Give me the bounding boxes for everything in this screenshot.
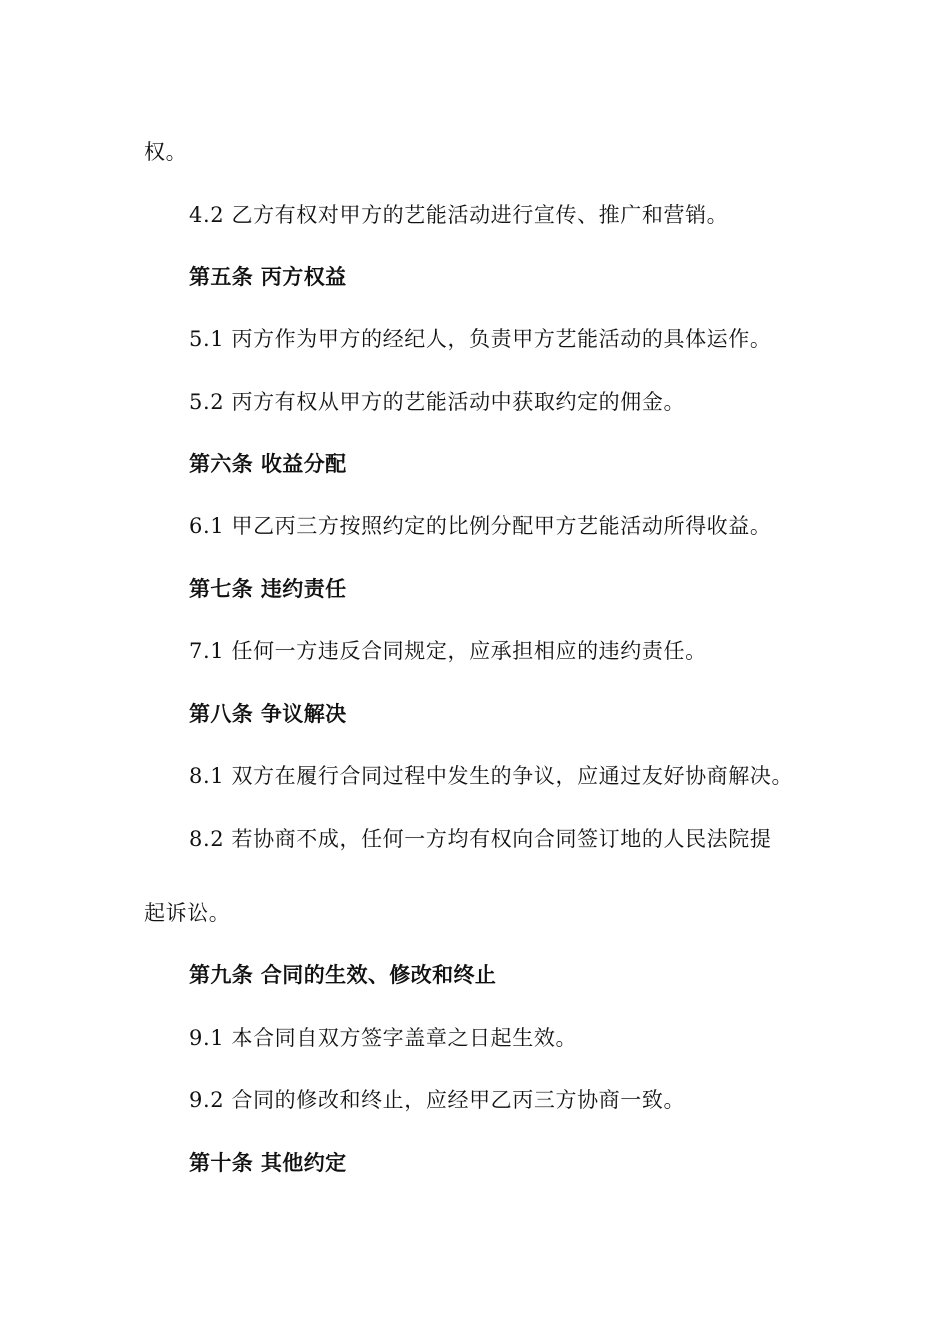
article-8-heading: 第八条 争议解决 [189,702,347,726]
clause-6-1: 6.1 甲乙丙三方按照约定的比例分配甲方艺能活动所得收益。 [189,514,772,538]
clause-9-1: 9.1 本合同自双方签字盖章之日起生效。 [189,1026,578,1050]
article-7-heading: 第七条 违约责任 [189,577,347,601]
article-10-heading: 第十条 其他约定 [189,1151,347,1175]
clause-7-1: 7.1 任何一方违反合同规定，应承担相应的违约责任。 [189,639,707,663]
clause-8-1: 8.1 双方在履行合同过程中发生的争议，应通过友好协商解决。 [189,764,794,788]
article-9-heading: 第九条 合同的生效、修改和终止 [189,963,497,987]
clause-5-2: 5.2 丙方有权从甲方的艺能活动中获取约定的佣金。 [189,390,686,414]
clause-9-2: 9.2 合同的修改和终止，应经甲乙丙三方协商一致。 [189,1088,686,1112]
paragraph-continuation: 权。 [144,140,188,164]
clause-8-2-continuation: 起诉讼。 [144,901,231,925]
clause-8-2: 8.2 若协商不成，任何一方均有权向合同签订地的人民法院提 [189,827,772,851]
article-6-heading: 第六条 收益分配 [189,452,347,476]
clause-4-2: 4.2 乙方有权对甲方的艺能活动进行宣传、推广和营销。 [189,203,729,227]
article-5-heading: 第五条 丙方权益 [189,265,347,289]
clause-5-1: 5.1 丙方作为甲方的经纪人，负责甲方艺能活动的具体运作。 [189,327,772,351]
